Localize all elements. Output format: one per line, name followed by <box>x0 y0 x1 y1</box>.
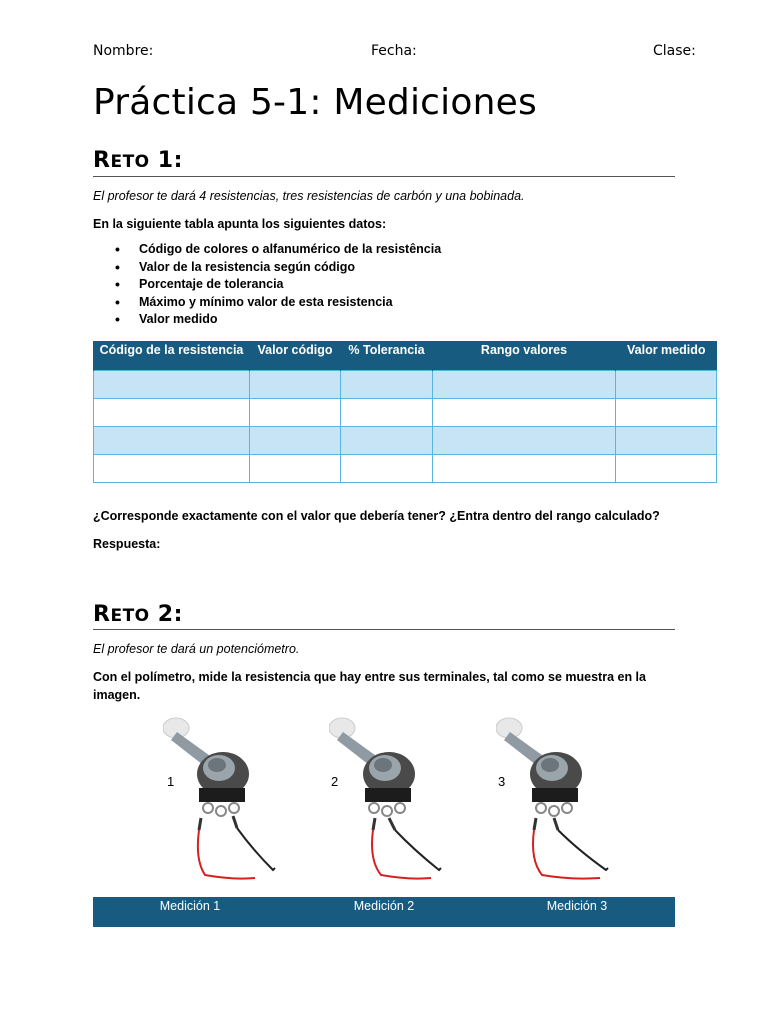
table-cell[interactable] <box>341 399 433 427</box>
table-cell[interactable] <box>433 455 616 483</box>
col-header-codigo: Código de la resistencia <box>94 341 250 371</box>
table-cell[interactable] <box>616 455 717 483</box>
potentiometer-figure-1 <box>163 710 293 890</box>
list-item: • Código de colores o alfanumérico de la resistência <box>115 241 441 259</box>
measurement-label-2: Medición 2 <box>353 899 415 913</box>
table-header-row <box>94 341 717 371</box>
reto1-rule <box>93 176 675 177</box>
measurement-label-3: Medición 3 <box>546 899 608 913</box>
table-cell[interactable] <box>250 455 341 483</box>
potentiometer-figure-2 <box>329 710 459 890</box>
table-cell[interactable] <box>341 371 433 399</box>
page-title: Práctica 5-1: Mediciones <box>93 82 537 123</box>
table-cell[interactable] <box>616 399 717 427</box>
clase-label: Clase: <box>653 43 696 59</box>
table-cell[interactable] <box>94 427 250 455</box>
potentiometer-illustration <box>163 710 293 890</box>
measurement-table <box>93 341 717 483</box>
nombre-label: Nombre: <box>93 43 154 59</box>
table-cell[interactable] <box>433 371 616 399</box>
table-cell[interactable] <box>341 427 433 455</box>
col-header-tolerancia: % Tolerancia <box>341 341 433 371</box>
table-cell[interactable] <box>250 427 341 455</box>
reto2-intro: El profesor te dará un potenciómetro. <box>93 642 300 656</box>
list-item: • Valor medido <box>115 311 441 329</box>
reto1-bullet-list <box>115 241 441 329</box>
potentiometer-illustration <box>496 710 626 890</box>
reto2-heading: RETO 2: <box>93 602 183 627</box>
col-header-valor-medido: Valor medido <box>616 341 717 371</box>
list-item: • Porcentaje de tolerancia <box>115 276 441 294</box>
fecha-label: Fecha: <box>371 43 417 59</box>
table-cell[interactable] <box>94 455 250 483</box>
table-cell[interactable] <box>433 427 616 455</box>
figure-number: 2 <box>331 774 339 789</box>
figure-number: 3 <box>498 774 506 789</box>
reto1-instruction: En la siguiente tabla apunta los siguientes datos: <box>93 217 387 231</box>
table-cell[interactable] <box>616 371 717 399</box>
table-cell[interactable] <box>250 399 341 427</box>
table-cell[interactable] <box>433 399 616 427</box>
reto2-rule <box>93 629 675 630</box>
potentiometer-illustration <box>329 710 459 890</box>
potentiometer-figures <box>93 710 675 900</box>
potentiometer-figure-3 <box>496 710 626 890</box>
reto1-intro: El profesor te dará 4 resistencias, tres resistencias de carbón y una bobinada. <box>93 189 525 203</box>
measurement-label-bar <box>93 897 675 927</box>
list-item: • Valor de la resistencia según código <box>115 259 441 277</box>
reto1-heading: RETO 1: <box>93 148 183 173</box>
answer-label: Respuesta: <box>93 537 161 551</box>
list-item: • Máximo y mínimo valor de esta resistencia <box>115 294 441 312</box>
table-cell[interactable] <box>616 427 717 455</box>
table-cell[interactable] <box>94 371 250 399</box>
col-header-valor-codigo: Valor código <box>250 341 341 371</box>
table-row <box>94 399 717 427</box>
table-cell[interactable] <box>341 455 433 483</box>
table-row <box>94 455 717 483</box>
table-row <box>94 371 717 399</box>
reto1-question: ¿Corresponde exactamente con el valor que debería tener? ¿Entra dentro del rango calculado? <box>93 509 660 523</box>
col-header-rango: Rango valores <box>433 341 616 371</box>
table-cell[interactable] <box>250 371 341 399</box>
reto2-instruction: Con el polímetro, mide la resistencia que hay entre sus terminales, tal como se muestra en la imagen. <box>93 670 646 702</box>
table-cell[interactable] <box>94 399 250 427</box>
table-row <box>94 427 717 455</box>
figure-number: 1 <box>167 774 175 789</box>
measurement-label-1: Medición 1 <box>159 899 221 913</box>
